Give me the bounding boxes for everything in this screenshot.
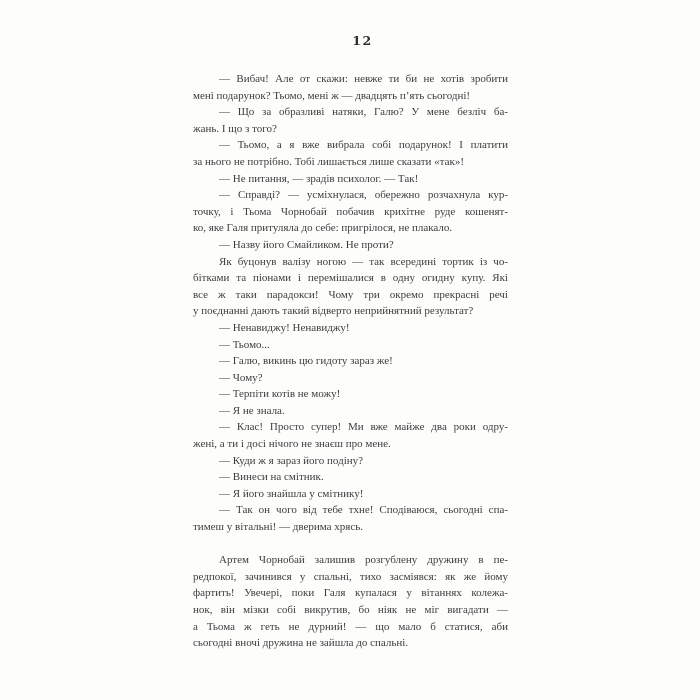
text-line: — Що за образливі натяки, Галю? У мене безліч ба-	[219, 106, 508, 119]
text-line: — Винеси на смітник.	[219, 471, 324, 484]
text-line: нок, він мізки собі викрутив, бо ніяк не міг вигадати —	[193, 604, 508, 616]
text-line: — Назву його Смайликом. Не проти?	[219, 238, 394, 251]
text-line: — Тьомо, а я вже вибрала собі подарунок! І платити	[219, 139, 508, 152]
text-line: у поєднанні дають такий відверто неприйнятний результат?	[193, 305, 474, 318]
text-line: фартить! Увечері, поки Галя купалася у вітаннях колежа-	[193, 587, 508, 600]
text-line: — Куди ж я зараз його подіну?	[219, 454, 364, 467]
paragraph	[193, 187, 508, 237]
paragraph	[193, 469, 508, 486]
text-line: жань. І що з того?	[193, 122, 277, 135]
paragraph	[193, 320, 508, 337]
text-line: Як буцонув валізу ногою — так всередині тортик із чо-	[219, 255, 508, 268]
text-line: жені, а ти і досі нічого не знаєш про мене.	[193, 438, 391, 451]
text-line: тимеш у вітальні! — дверима хрясь.	[193, 521, 364, 534]
text-line: точку, і Тьома Чорнобай побачив крихітне руде кошенят-	[193, 205, 508, 218]
text-line: бітками та піонами і перемішалися в одну огидну купу. Які	[193, 272, 508, 285]
paragraph	[193, 254, 508, 320]
paragraph	[193, 237, 508, 254]
text-line: редпокої, зачинився у спальні, тихо засміявся: як же йому	[193, 570, 508, 583]
text-line: — Я його знайшла у смітнику!	[219, 487, 364, 500]
page-number: 12	[352, 33, 373, 48]
paragraph	[193, 502, 508, 535]
text-line: — Тьомо...	[219, 338, 270, 351]
text-line: Артем Чорнобай залишив розгублену дружину в пе-	[219, 554, 508, 567]
text-line: — Галю, викинь цю гидоту зараз же!	[219, 355, 393, 368]
text-line: — Ненавиджу! Ненавиджу!	[219, 321, 350, 334]
text-line: сьогодні вночі дружина не зайшла до спальні.	[193, 637, 409, 650]
text-line: — Не питання, — зрадів психолог. — Так!	[219, 172, 419, 185]
paragraph	[193, 353, 508, 370]
paragraph	[193, 453, 508, 470]
text-line: ко, яке Галя притуляла до себе: пригрілося, не плакало.	[193, 222, 453, 235]
text-line: — Справді? — усміхнулася, обережно розчахнула кур-	[219, 189, 508, 202]
text-line: за нього не потрібно. Тобі лишається лише сказати «так»!	[193, 155, 465, 168]
paragraph	[193, 419, 508, 452]
text-line: мені подарунок? Тьомо, мені ж — двадцять п’ять сьогодні!	[193, 89, 471, 102]
text-line: — Так он чого від тебе тхне! Сподіваюся, сьогодні спа-	[219, 504, 508, 517]
text-line: все ж таки парадокси! Чому три окремо прекрасні речі	[193, 288, 508, 301]
paragraph	[193, 486, 508, 503]
paragraph	[193, 552, 508, 652]
paragraph	[193, 171, 508, 188]
text-line: — Клас! Просто супер! Ми вже майже два роки одру-	[219, 421, 508, 434]
paragraph	[193, 403, 508, 420]
text-block	[193, 71, 508, 652]
text-line: — Терпіти котів не можу!	[219, 388, 341, 401]
paragraph	[193, 386, 508, 403]
text-line: — Вибач! Але от скажи: невже ти би не хотів зробити	[219, 73, 508, 85]
paragraph	[193, 104, 508, 137]
text-line: — Я не знала.	[219, 404, 285, 417]
paragraph	[193, 137, 508, 170]
paragraph	[193, 370, 508, 387]
paragraph	[193, 71, 508, 104]
text-line: — Чому?	[219, 371, 263, 384]
paragraph	[193, 337, 508, 354]
text-line: а Тьома ж геть не дурний! — що мало б статися, аби	[193, 620, 508, 633]
